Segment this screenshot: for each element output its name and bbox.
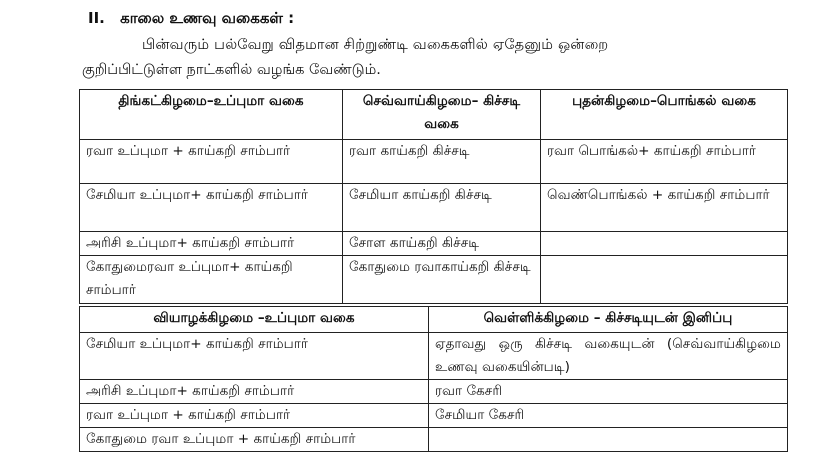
section-heading (88, 9, 294, 29)
weekday-menu-table-2 (79, 306, 788, 452)
table-cell: ரவா பொங்கல்+ காய்கறி சாம்பார் (541, 140, 788, 184)
table-cell: ரவா கேசரி (429, 380, 788, 404)
table-row (80, 232, 788, 256)
table-cell: கோதுமை ரவாகாய்கறி கிச்சடி (343, 256, 541, 304)
header-friday: வெள்ளிக்கிழமை – கிச்சடியுடன் இனிப்பு (429, 307, 788, 333)
header-wednesday: புதன்கிழமை–பொங்கல் வகை (541, 90, 788, 140)
table-row (80, 428, 788, 452)
header-tuesday: செவ்வாய்கிழமை– கிச்சடி வகை (343, 90, 541, 140)
table-cell (429, 428, 788, 452)
table-cell: கோதுமை ரவா உப்புமா + காய்கறி சாம்பார் (80, 428, 429, 452)
table-cell: சேமியா உப்புமா+ காய்கறி சாம்பார் (80, 333, 429, 380)
table-cell: ஏதாவது ஒரு கிச்சடி வகையுடன் (செவ்வாய்கிழமை உணவு வகையின்படி) (429, 333, 788, 380)
table-row (80, 256, 788, 304)
table-cell (541, 256, 788, 304)
table-cell: ரவா உப்புமா + காய்கறி சாம்பார் (80, 140, 343, 184)
table-row (80, 184, 788, 232)
table-cell: சேமியா உப்புமா+ காய்கறி சாம்பார் (80, 184, 343, 232)
table-cell: வெண்பொங்கல் + காய்கறி சாம்பார் (541, 184, 788, 232)
table-cell (541, 232, 788, 256)
table-header-row (80, 307, 788, 333)
intro-line-1: பின்வரும் பல்வேறு விதமான சிற்றுண்டி வகைகளில் ஏதேனும் ஒன்றை (142, 37, 609, 53)
table-cell: அரிசி உப்புமா+ காய்கறி சாம்பார் (80, 232, 343, 256)
table-cell: அரிசி உப்புமா+ காய்கறி சாம்பார் (80, 380, 429, 404)
section-title: காலை உணவு வகைகள் : (120, 9, 295, 27)
weekday-menu-table-1 (79, 89, 788, 304)
table-cell: சேமியா காய்கறி கிச்சடி (343, 184, 541, 232)
table-row (80, 404, 788, 428)
intro-line-2: குறிப்பிட்டுள்ள நாட்களில் வழங்க வேண்டும். (82, 62, 381, 78)
table-row (80, 333, 788, 380)
table-cell: சேமியா கேசரி (429, 404, 788, 428)
table-cell: சோள காய்கறி கிச்சடி (343, 232, 541, 256)
header-thursday: வியாழக்கிழமை –உப்புமா வகை (80, 307, 429, 333)
table-row (80, 140, 788, 184)
table-cell: கோதுமைரவா உப்புமா+ காய்கறி சாம்பார் (80, 256, 343, 304)
header-monday: திங்கட்கிழமை–உப்புமா வகை (80, 90, 343, 140)
table-cell: ரவா உப்புமா + காய்கறி சாம்பார் (80, 404, 429, 428)
table-header-row (80, 90, 788, 140)
table-row (80, 380, 788, 404)
section-number: II. (88, 9, 105, 27)
table-cell: ரவா காய்கறி கிச்சடி (343, 140, 541, 184)
